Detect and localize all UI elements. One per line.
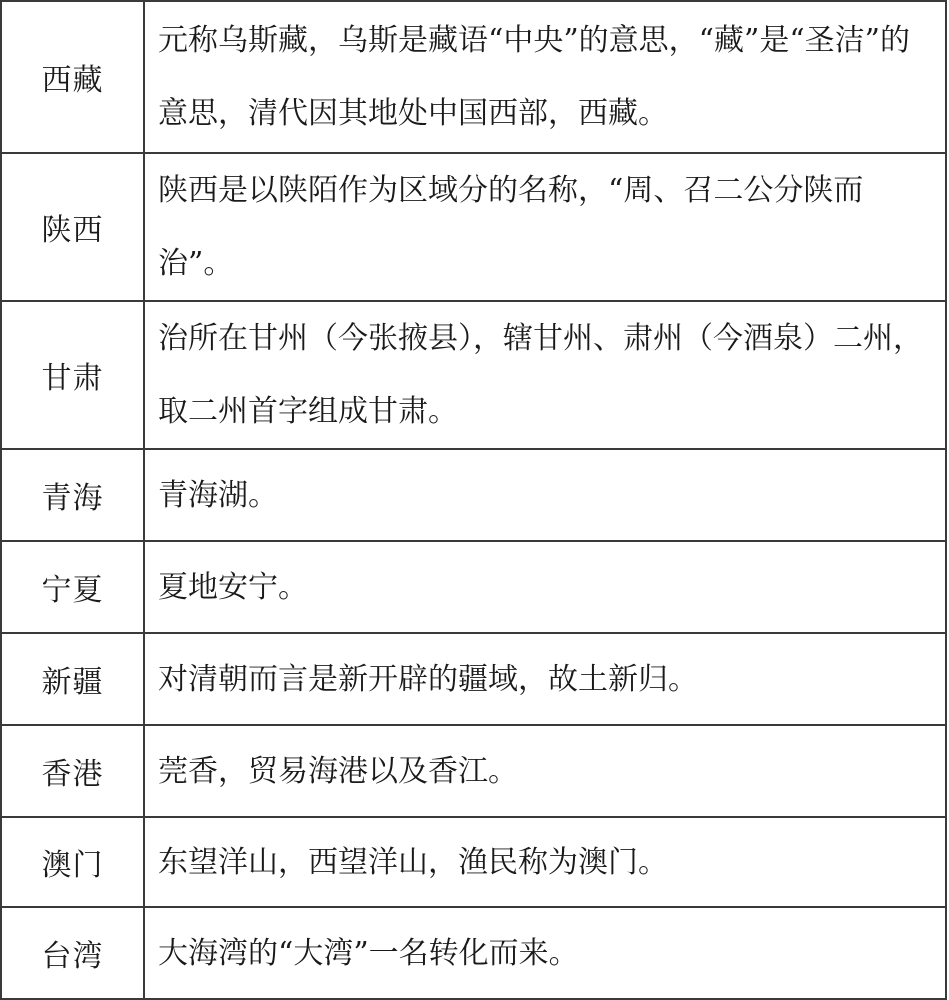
table-row (1, 1, 946, 153)
province-name-cell: 陕西 (1, 153, 144, 301)
province-name-cell: 青海 (1, 449, 144, 541)
table-row (1, 633, 946, 725)
table-row (1, 817, 946, 907)
name-origin-cell: 元称乌斯藏，乌斯是藏语“中央”的意思，“藏”是“圣洁”的意思，清代因其地处中国西部，西藏。 (144, 1, 946, 153)
name-origin-cell: 夏地安宁。 (144, 541, 946, 633)
province-name-cell: 香港 (1, 725, 144, 817)
name-origin-cell: 陕西是以陕陌作为区域分的名称，“周、召二公分陕而治”。 (144, 153, 946, 301)
province-name-cell: 澳门 (1, 817, 144, 907)
table-row (1, 541, 946, 633)
province-name-cell: 新疆 (1, 633, 144, 725)
province-name-cell: 宁夏 (1, 541, 144, 633)
table-row (1, 301, 946, 449)
province-name-cell: 西藏 (1, 1, 144, 153)
name-origin-cell: 治所在甘州（今张掖县），辖甘州、肃州（今酒泉）二州，取二州首字组成甘肃。 (144, 301, 946, 449)
name-origin-cell: 大海湾的“大湾”一名转化而来。 (144, 907, 946, 999)
province-name-cell: 甘肃 (1, 301, 144, 449)
name-origin-cell: 莞香，贸易海港以及香江。 (144, 725, 946, 817)
name-origin-cell: 东望洋山，西望洋山，渔民称为澳门。 (144, 817, 946, 907)
name-origin-cell: 青海湖。 (144, 449, 946, 541)
table-row (1, 449, 946, 541)
province-name-cell: 台湾 (1, 907, 144, 999)
table-row (1, 153, 946, 301)
table-row (1, 725, 946, 817)
table-row (1, 907, 946, 999)
name-origin-cell: 对清朝而言是新开辟的疆域，故土新归。 (144, 633, 946, 725)
